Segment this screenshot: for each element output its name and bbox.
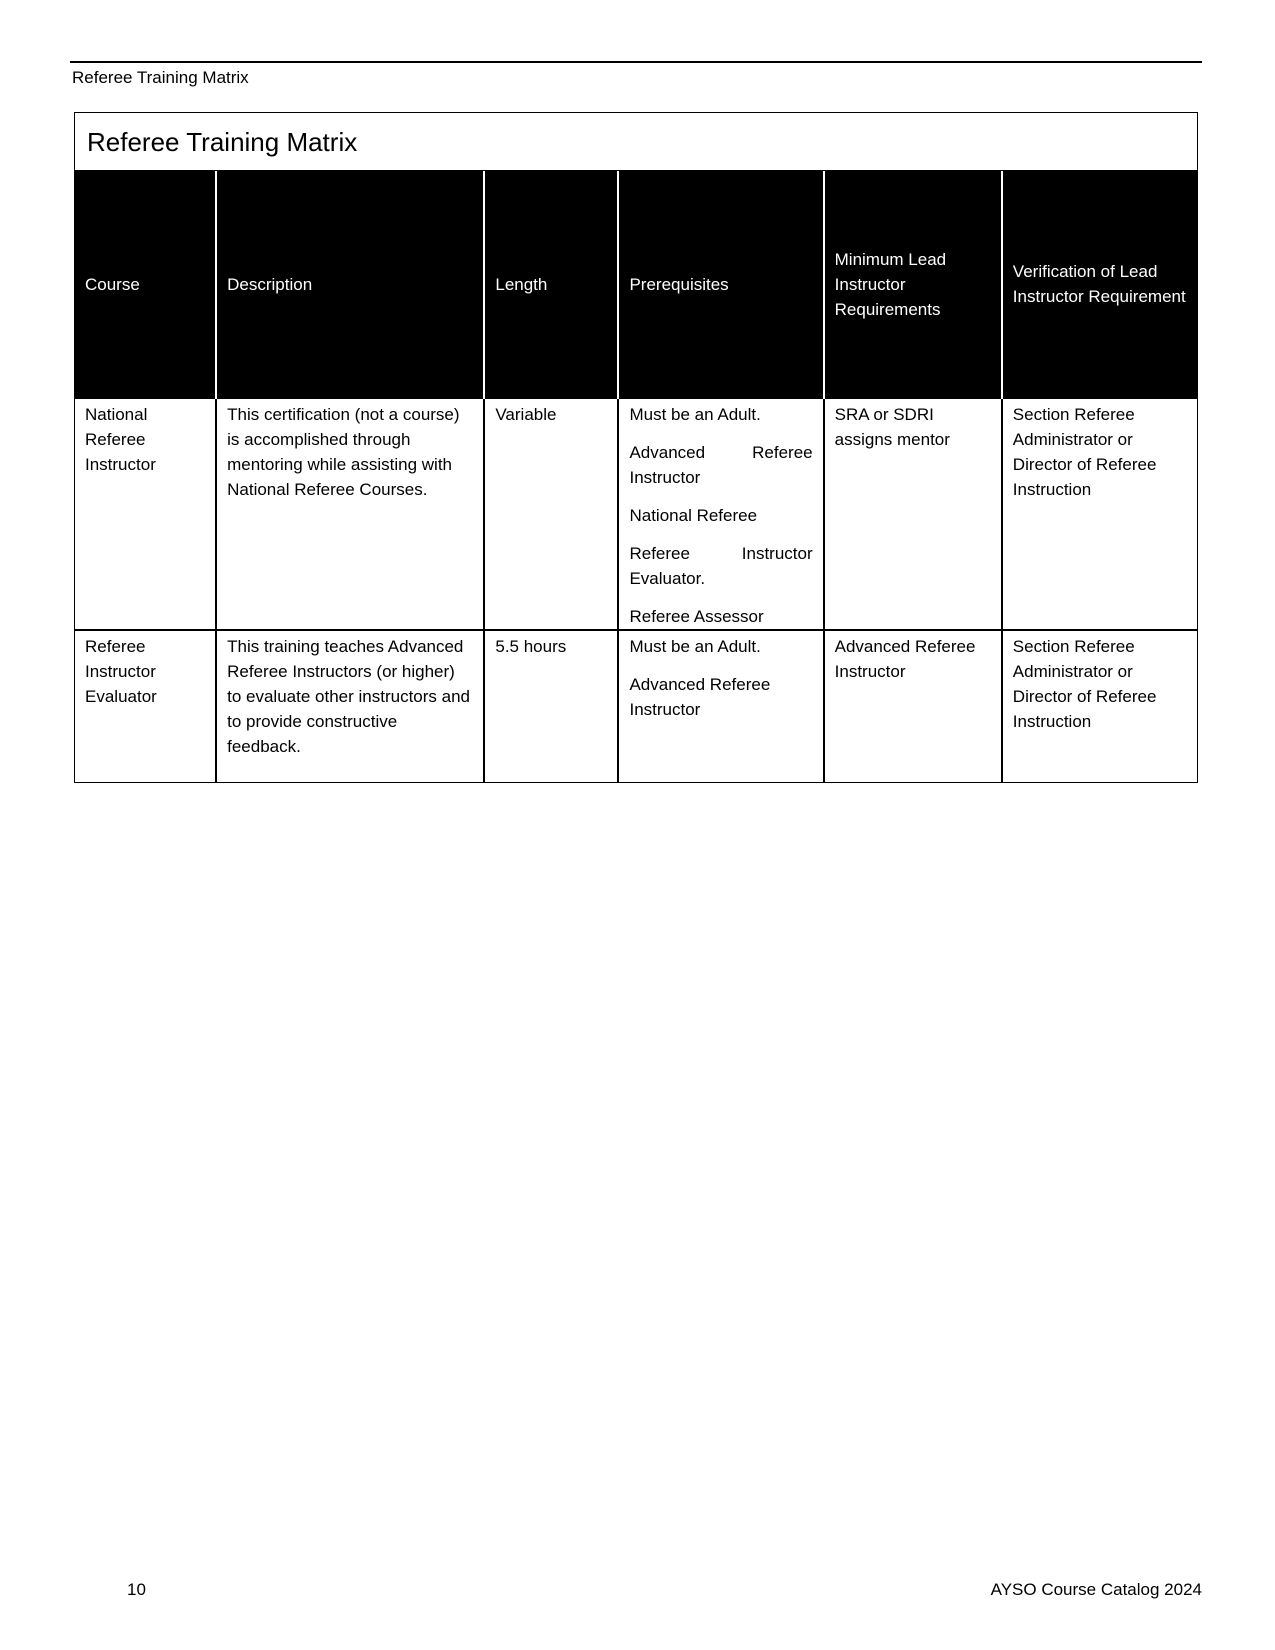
catalog-footer: AYSO Course Catalog 2024 <box>990 1580 1202 1599</box>
cell-length: 5.5 hours <box>484 630 618 782</box>
cell-verification: Section Referee Administrator or Director of Referee Instruction <box>1002 398 1197 630</box>
cell-min-lead-instructor: Advanced Referee Instructor <box>824 630 1002 782</box>
column-header-prerequisites: Prerequisites <box>618 171 823 398</box>
matrix-table <box>75 171 1197 782</box>
column-header-verification: Verification of Lead Instructor Requirement <box>1002 171 1197 398</box>
cell-course: Referee Instructor Evaluator <box>75 630 216 782</box>
running-header <box>70 61 1202 87</box>
prerequisite-item: Must be an Adult. <box>629 637 761 656</box>
prerequisite-item: Advanced Referee Instructor <box>629 675 771 719</box>
column-header-description: Description <box>216 171 484 398</box>
running-header-title: Referee Training Matrix <box>72 68 249 87</box>
cell-verification: Section Referee Administrator or Director of Referee Instruction <box>1002 630 1197 782</box>
column-header-length: Length <box>484 171 618 398</box>
referee-training-matrix <box>74 112 1198 783</box>
table-row <box>75 398 1197 630</box>
prerequisite-item: Referee Assessor <box>629 607 764 626</box>
column-header-min-lead-instructor: Minimum Lead Instructor Requirements <box>824 171 1002 398</box>
table-header-row <box>75 171 1197 398</box>
prerequisite-item: Must be an Adult. <box>629 405 761 424</box>
cell-min-lead-instructor: SRA or SDRI assigns mentor <box>824 398 1002 630</box>
column-header-course: Course <box>75 171 216 398</box>
table-row <box>75 630 1197 782</box>
page-number: 10 <box>127 1580 146 1599</box>
prerequisite-item: National Referee <box>629 506 758 525</box>
prerequisite-item: Referee Instructor Evaluator. <box>629 544 813 588</box>
cell-length: Variable <box>484 398 618 630</box>
cell-description: This certification (not a course) is accomplished through mentoring while assisting with National Referee Courses. <box>216 398 484 630</box>
prerequisite-item: Advanced Referee Instructor <box>629 443 813 487</box>
cell-course: National Referee Instructor <box>75 398 216 630</box>
cell-description: This training teaches Advanced Referee Instructors (or higher) to evaluate other instructors and to provide constructive feedback. <box>216 630 484 782</box>
cell-prerequisites <box>618 398 823 630</box>
matrix-title: Referee Training Matrix <box>75 113 1197 171</box>
cell-prerequisites <box>618 630 823 782</box>
